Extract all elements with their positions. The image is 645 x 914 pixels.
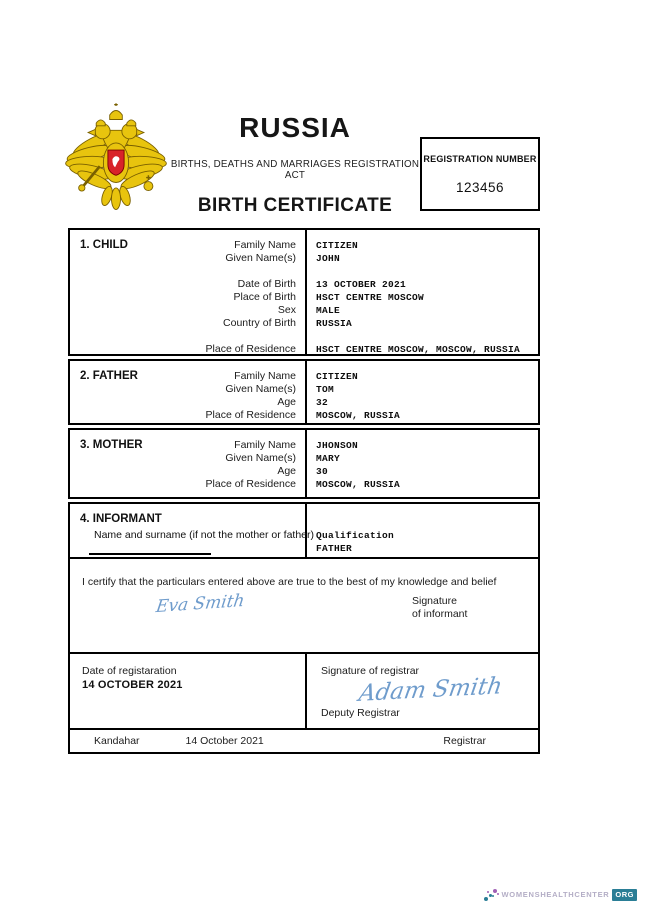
field-value: MALE bbox=[316, 305, 341, 316]
certification-statement: I certify that the particulars entered above are true to the best of my knowledge and belief bbox=[82, 576, 497, 588]
section-father-heading: 2. FATHER bbox=[80, 370, 138, 382]
field-label: Date of Birth bbox=[237, 278, 296, 290]
registration-date-value: 14 OCTOBER 2021 bbox=[82, 679, 183, 691]
section-mother-heading: 3. MOTHER bbox=[80, 439, 143, 451]
registration-box bbox=[68, 652, 540, 730]
section-mother bbox=[68, 428, 540, 499]
registrar-title: Deputy Registrar bbox=[321, 707, 400, 719]
field-value: 32 bbox=[316, 397, 329, 408]
field-value: CITIZEN bbox=[316, 240, 359, 251]
section-mother-values bbox=[307, 430, 538, 497]
signature-label-line2: of informant bbox=[412, 608, 468, 620]
sparkle-dots-icon bbox=[483, 886, 500, 903]
watermark bbox=[483, 886, 637, 903]
qualification-value: FATHER bbox=[316, 543, 353, 554]
section-child-values bbox=[307, 230, 538, 354]
field-value: MOSCOW, RUSSIA bbox=[316, 479, 401, 490]
field-label: Family Name bbox=[234, 370, 296, 382]
document-title: BIRTH CERTIFICATE bbox=[197, 195, 393, 216]
registrar-signature-label: Signature of registrar bbox=[321, 665, 420, 677]
section-father-values bbox=[307, 361, 538, 423]
footer-date: 14 October 2021 bbox=[185, 735, 264, 747]
russia-coat-of-arms-icon bbox=[62, 102, 170, 218]
field-label: Given Name(s) bbox=[225, 383, 296, 395]
section-informant bbox=[68, 502, 540, 559]
field-label: Family Name bbox=[234, 239, 296, 251]
informant-signature: Eva Smith bbox=[154, 590, 246, 618]
header-title-block bbox=[168, 112, 422, 217]
informant-name-underline bbox=[89, 553, 211, 555]
section-father bbox=[68, 359, 540, 425]
section-informant-right bbox=[307, 504, 538, 557]
footer-role: Registrar bbox=[443, 735, 486, 747]
watermark-tld: ORG bbox=[612, 889, 637, 901]
registrar-signature: Adam Smith bbox=[357, 673, 505, 707]
signature-of-informant-label bbox=[412, 595, 467, 621]
field-value: JHONSON bbox=[316, 440, 359, 451]
field-value: CITIZEN bbox=[316, 371, 359, 382]
field-value: MARY bbox=[316, 453, 341, 464]
field-value: TOM bbox=[316, 384, 335, 395]
registration-date-label: Date of registaration bbox=[82, 665, 177, 677]
footer-place: Kandahar bbox=[94, 735, 140, 747]
footer-row bbox=[68, 728, 540, 754]
field-value: HSCT CENTRE MOSCOW, MOSCOW, RUSSIA bbox=[316, 344, 521, 355]
section-child bbox=[68, 228, 540, 356]
field-value: MOSCOW, RUSSIA bbox=[316, 410, 401, 421]
field-label: Given Name(s) bbox=[225, 252, 296, 264]
registration-number-value: 123456 bbox=[455, 180, 505, 195]
field-label: Place of Residence bbox=[205, 409, 296, 421]
registration-date-cell bbox=[70, 654, 307, 728]
section-informant-left bbox=[70, 504, 315, 557]
qualification-label: Qualification bbox=[316, 530, 395, 541]
registration-number-box bbox=[420, 137, 540, 211]
section-mother-labels bbox=[70, 430, 307, 497]
registration-number-label: REGISTRATION NUMBER bbox=[423, 154, 537, 164]
field-label: Sex bbox=[277, 304, 296, 316]
registration-act-line: BIRTHS, DEATHS AND MARRIAGES REGISTRATION ACT bbox=[170, 159, 420, 181]
section-informant-heading: 4. INFORMANT bbox=[80, 513, 162, 525]
field-value: HSCT CENTRE MOSCOW bbox=[316, 292, 425, 303]
signature-label-line1: Signature bbox=[412, 595, 457, 607]
field-label: Place of Residence bbox=[205, 478, 296, 490]
certification-box bbox=[68, 557, 540, 654]
field-value: JOHN bbox=[316, 253, 341, 264]
field-label: Given Name(s) bbox=[225, 452, 296, 464]
field-label: Age bbox=[277, 396, 296, 408]
watermark-brand: WOMENSHEALTHCENTER bbox=[501, 890, 610, 899]
field-value: 13 OCTOBER 2021 bbox=[316, 279, 407, 290]
field-label: Place of Residence bbox=[205, 343, 296, 355]
field-label: Country of Birth bbox=[223, 317, 296, 329]
field-label: Place of Birth bbox=[233, 291, 296, 303]
section-father-labels bbox=[70, 361, 307, 423]
field-value: 30 bbox=[316, 466, 329, 477]
country-title: RUSSIA bbox=[239, 112, 351, 143]
field-value: RUSSIA bbox=[316, 318, 353, 329]
registrar-signature-cell bbox=[307, 654, 538, 728]
field-label: Age bbox=[277, 465, 296, 477]
field-label: Family Name bbox=[234, 439, 296, 451]
section-child-labels bbox=[70, 230, 307, 354]
certificate-body bbox=[68, 228, 540, 754]
informant-name-label: Name and surname (if not the mother or father) bbox=[94, 529, 315, 541]
section-child-heading: 1. CHILD bbox=[80, 239, 128, 251]
